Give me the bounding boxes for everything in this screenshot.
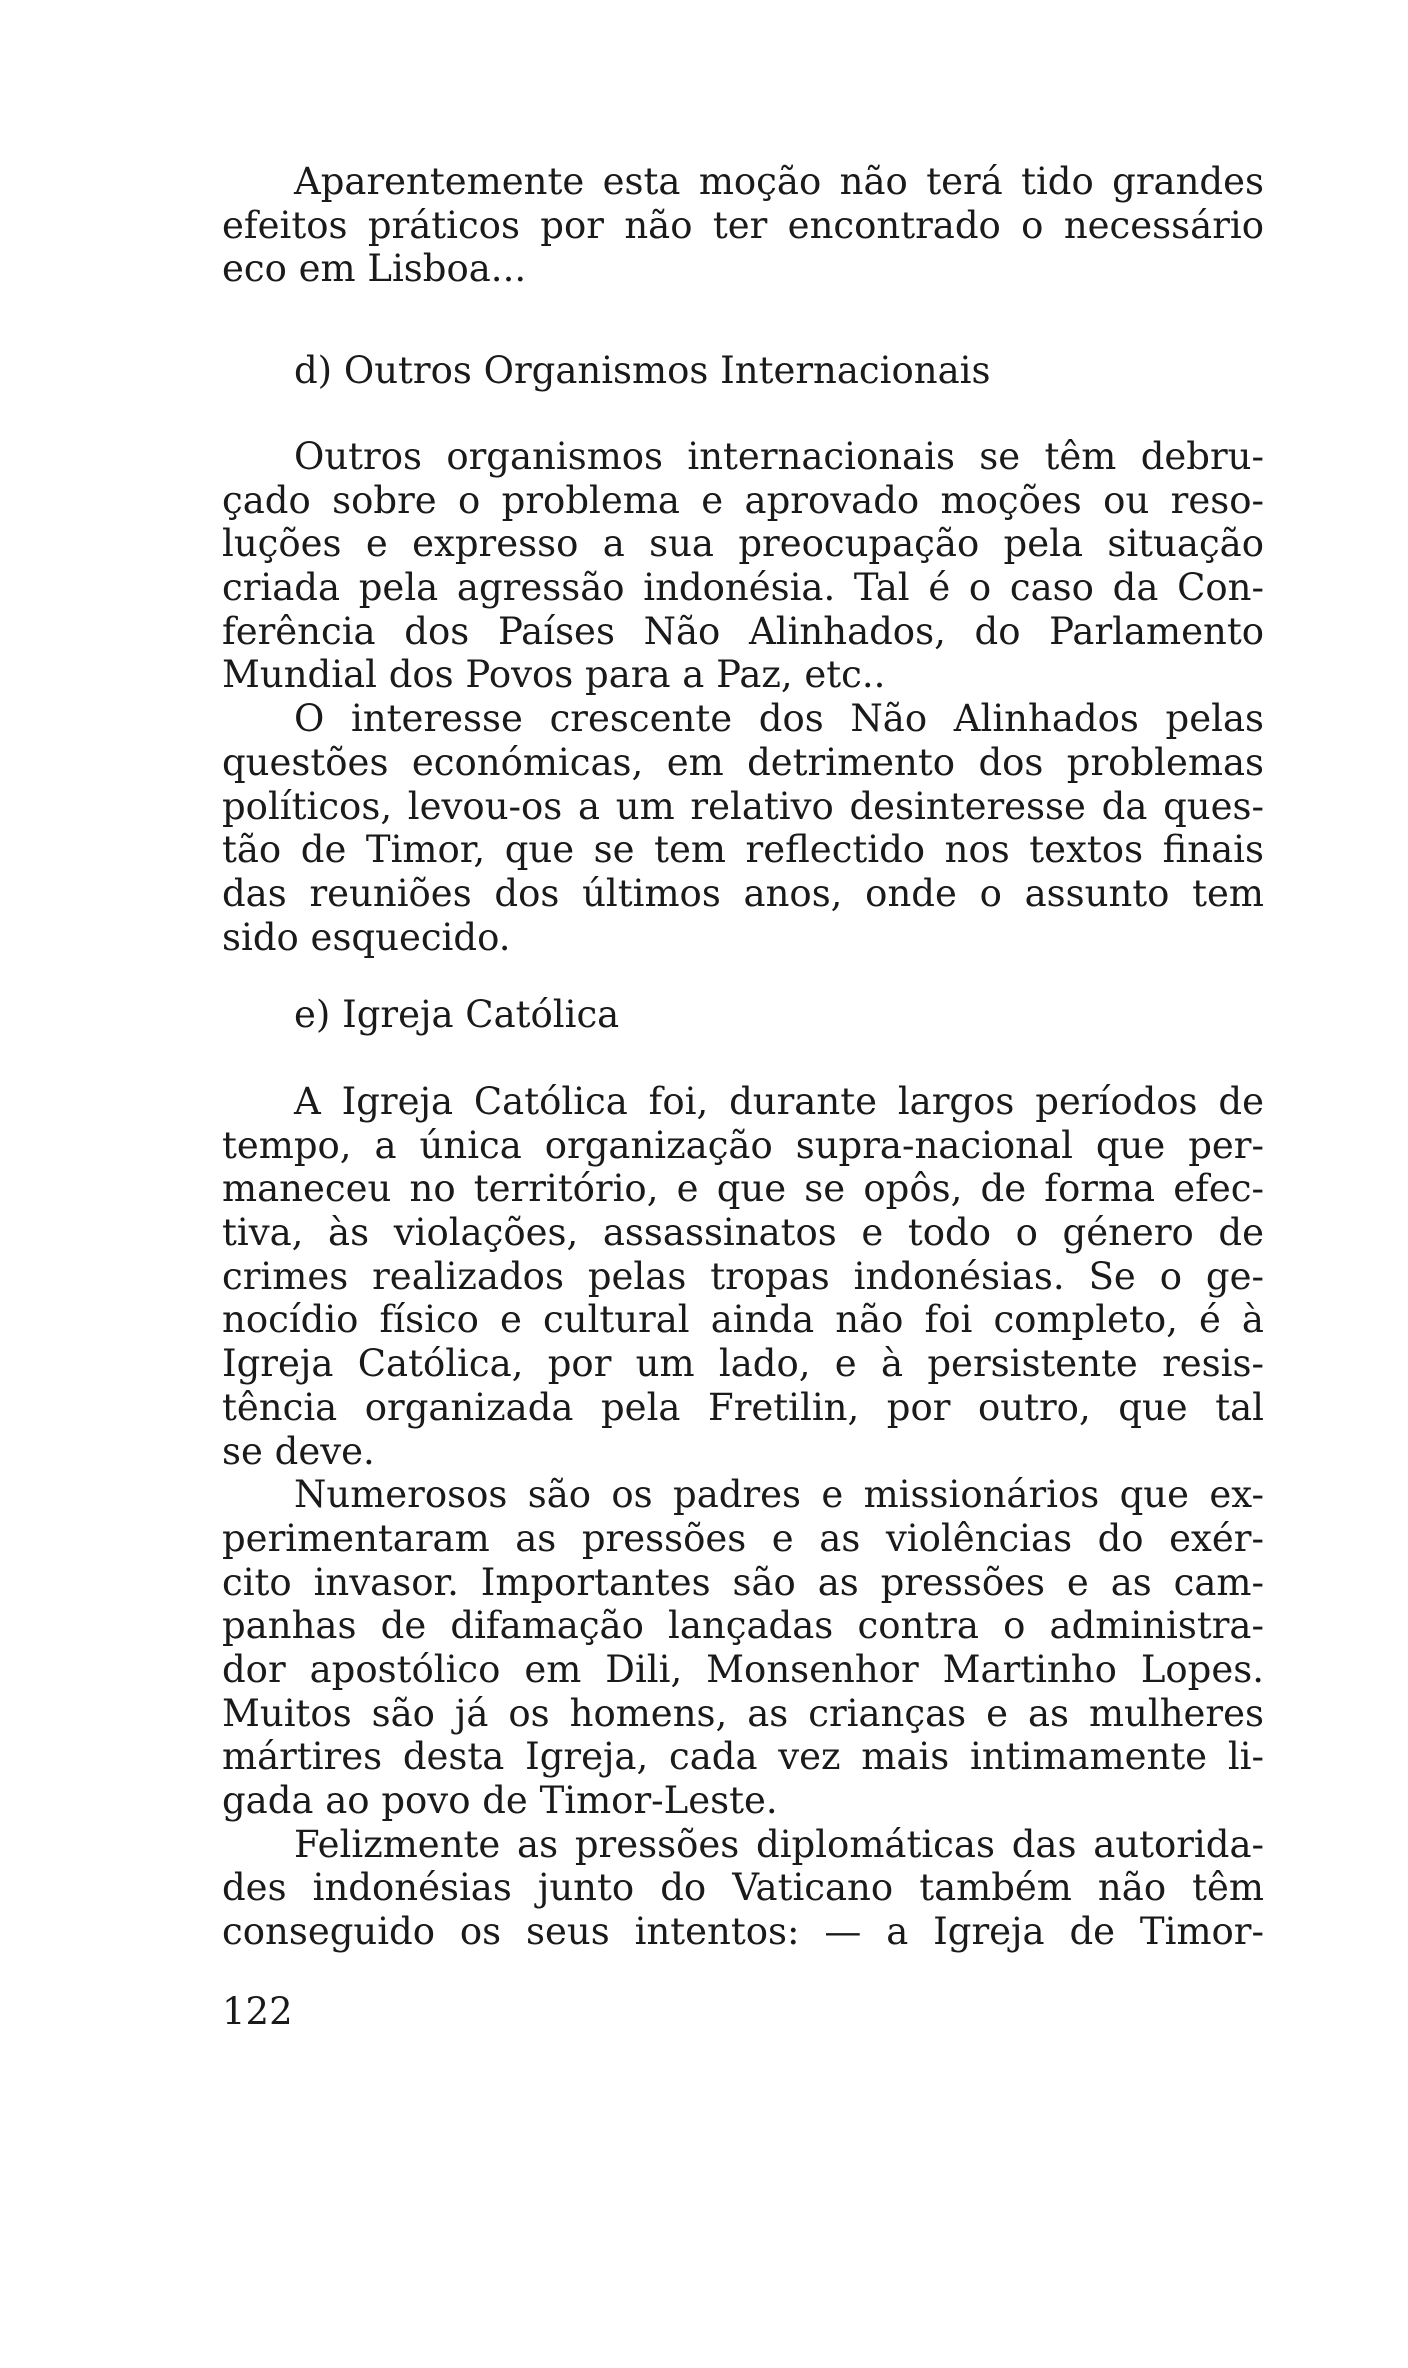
text-line: criada pela agressão indonésia. Tal é o caso da Con- [222, 566, 1264, 610]
text-line: O interesse crescente dos Não Alinhados pelas [294, 697, 1264, 741]
text-line: mártires desta Igreja, cada vez mais intimamente li- [222, 1735, 1264, 1779]
text-line: perimentaram as pressões e as violências do exér- [222, 1516, 1264, 1560]
text-line: ferência dos Países Não Alinhados, do Parlamento [222, 609, 1264, 653]
paragraph-intro [222, 160, 1264, 291]
section-heading-e: e) Igreja Católica [294, 993, 620, 1036]
page-number: 122 [222, 1990, 293, 2033]
text-line: A Igreja Católica foi, durante largos períodos de [294, 1080, 1264, 1123]
text-line: tência organizada pela Fretilin, por outro, que tal [222, 1385, 1264, 1429]
text-line: cito invasor. Importantes são as pressões e as cam- [222, 1560, 1264, 1604]
text-line: panhas de difamação lançadas contra o administra- [222, 1604, 1264, 1648]
text-line: luções e expresso a sua preocupação pela situação [222, 522, 1264, 566]
text-line: conseguido os seus intentos: — a Igreja de Timor- [222, 1910, 1264, 1954]
text-line: maneceu no território, e que se opôs, de forma efec- [222, 1167, 1264, 1211]
text-line: se deve. [222, 1429, 375, 1473]
text-line: dor apostólico em Dili, Monsenhor Martinho Lopes. [222, 1647, 1264, 1691]
text-line: Igreja Católica, por um lado, e à persistente resis- [222, 1342, 1264, 1386]
text-line: Muitos são já os homens, as crianças e as mulheres [222, 1691, 1264, 1735]
text-line: tiva, às violações, assassinatos e todo o género de [222, 1211, 1264, 1255]
text-line: questões económicas, em detrimento dos problemas [222, 740, 1264, 784]
text-line: políticos, levou-os a um relativo desinteresse da ques- [222, 784, 1264, 828]
text-line: efeitos práticos por não ter encontrado o necessário [222, 203, 1264, 247]
text-line: çado sobre o problema e aprovado moções ou reso- [222, 478, 1264, 522]
text-line: Mundial dos Povos para a Paz, etc.. [222, 653, 886, 697]
text-line: eco em Lisboa... [222, 247, 527, 291]
text-line: crimes realizados pelas tropas indonésias. Se o ge- [222, 1254, 1264, 1298]
section-heading-d: d) Outros Organismos Internacionais [294, 349, 991, 392]
text-line: Felizmente as pressões diplomáticas das autorida- [294, 1822, 1264, 1866]
text-line: nocídio físico e cultural ainda não foi completo, é à [222, 1298, 1264, 1342]
section-e-body [222, 1080, 1264, 1954]
text-line: Numerosos são os padres e missionários que ex- [294, 1473, 1264, 1517]
text-line: Outros organismos internacionais se têm debru- [294, 435, 1264, 478]
text-line: Aparentemente esta moção não terá tido grandes [294, 160, 1264, 203]
section-d-body [222, 435, 1264, 959]
text-line: tão de Timor, que se tem reflectido nos textos finais [222, 828, 1264, 872]
text-line: des indonésias junto do Vaticano também não têm [222, 1866, 1264, 1910]
text-line: sido esquecido. [222, 915, 511, 959]
text-line: das reuniões dos últimos anos, onde o assunto tem [222, 871, 1264, 915]
text-line: tempo, a única organização supra-nacional que per- [222, 1123, 1264, 1167]
text-line: gada ao povo de Timor-Leste. [222, 1779, 778, 1822]
